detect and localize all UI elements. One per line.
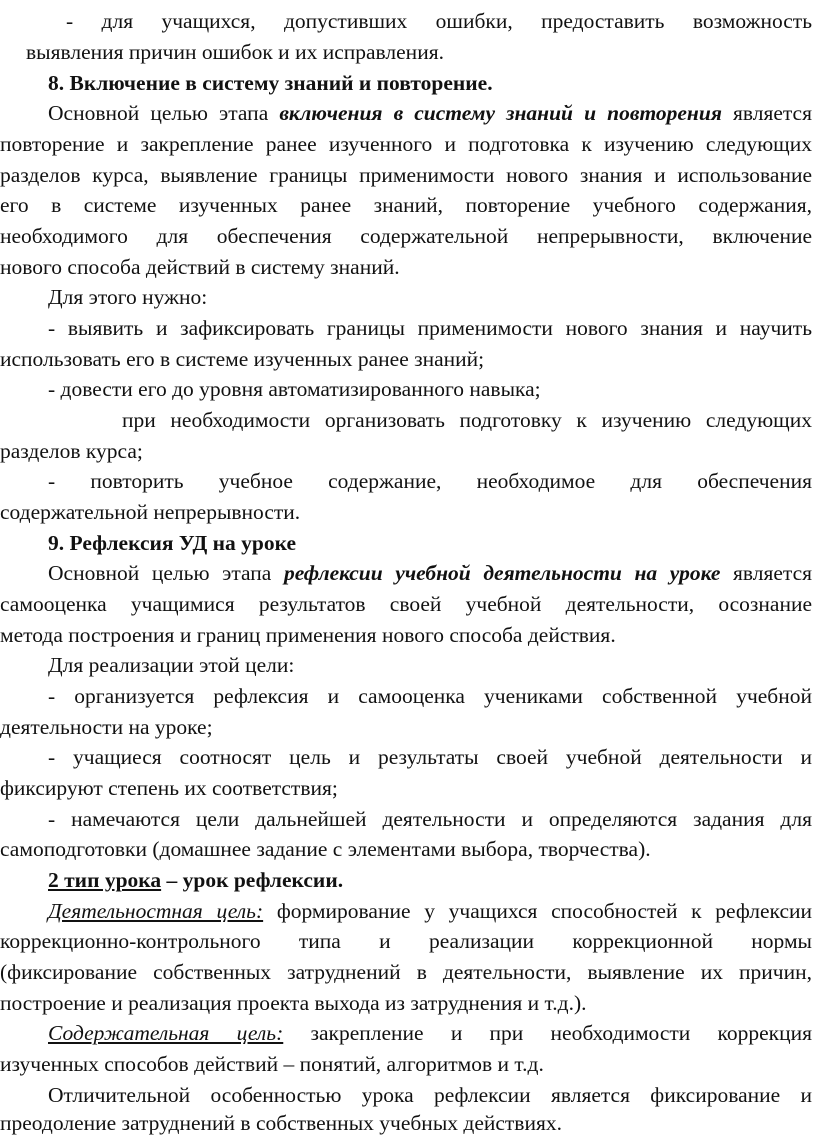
text-line: преодоление затруднений в собственных учебных действиях. bbox=[0, 1111, 562, 1135]
text-line: выявления причин ошибок и их исправления. bbox=[26, 40, 444, 64]
list-item: - учащиеся соотносят цель и результаты своей учебной деятельности и bbox=[48, 745, 812, 769]
text-line: повторение и закрепление ранее изученного и подготовка к изучению следующих bbox=[0, 132, 812, 156]
list-item: - намечаются цели дальнейшей деятельности и определяются задания для bbox=[48, 807, 812, 831]
text-line: Содержательная цель: закрепление и при необходимости коррекция bbox=[48, 1021, 812, 1045]
list-item: - довести его до уровня автоматизированного навыка; bbox=[48, 377, 541, 401]
text-line: Для этого нужно: bbox=[48, 285, 208, 309]
text-line: Основной целью этапа включения в систему знаний и повторения является bbox=[48, 101, 812, 125]
text-line: Деятельностная цель: формирование у учащихся способностей к рефлексии bbox=[48, 899, 812, 923]
text-line: его в системе изученных ранее знаний, повторение учебного содержания, bbox=[0, 193, 812, 217]
lesson-type-heading: 2 тип урока – урок рефлексии. bbox=[48, 868, 344, 892]
text-line: разделов курса, выявление границы применимости нового знания и использование bbox=[0, 163, 812, 187]
section-heading: 9. Рефлексия УД на уроке bbox=[48, 531, 297, 555]
list-item: при необходимости организовать подготовку к изучению следующих bbox=[122, 408, 812, 432]
text-line: содержательной непрерывности. bbox=[0, 500, 301, 524]
text-line: построение и реализация проекта выхода из затруднения и т.д.). bbox=[0, 991, 587, 1015]
text-line: (фиксирование собственных затруднений в деятельности, выявление их причин, bbox=[0, 960, 812, 984]
text-line: коррекционно-контрольного типа и реализации коррекционной нормы bbox=[0, 929, 812, 953]
text-line: Отличительной особенностью урока рефлексии является фиксирование и bbox=[48, 1083, 812, 1107]
text-line: самоподготовки (домашнее задание с элементами выбора, творчества). bbox=[0, 837, 651, 861]
list-item: - повторить учебное содержание, необходимое для обеспечения bbox=[48, 469, 812, 493]
text-line: Для реализации этой цели: bbox=[48, 653, 295, 677]
text-line: изученных способов действий – понятий, алгоритмов и т.д. bbox=[0, 1052, 544, 1076]
text-line: метода построения и границ применения нового способа действия. bbox=[0, 623, 616, 647]
text-line: Основной целью этапа рефлексии учебной деятельности на уроке является bbox=[48, 561, 813, 585]
text-line: разделов курса; bbox=[0, 439, 143, 463]
text-line: - для учащихся, допустивших ошибки, предоставить возможность bbox=[66, 9, 812, 33]
text-line: самооценка учащимися результатов своей учебной деятельности, осознание bbox=[0, 592, 812, 616]
text-line: фиксируют степень их соответствия; bbox=[0, 776, 338, 800]
text-line: нового способа действий в систему знаний. bbox=[0, 255, 400, 279]
text-line: деятельности на уроке; bbox=[0, 715, 213, 739]
list-item: - организуется рефлексия и самооценка учениками собственной учебной bbox=[48, 684, 812, 708]
text-line: использовать его в системе изученных ранее знаний; bbox=[0, 347, 485, 371]
text-line: необходимого для обеспечения содержательной непрерывности, включение bbox=[0, 224, 812, 248]
section-heading: 8. Включение в систему знаний и повторение. bbox=[48, 71, 493, 95]
list-item: - выявить и зафиксировать границы применимости нового знания и научить bbox=[48, 316, 812, 340]
